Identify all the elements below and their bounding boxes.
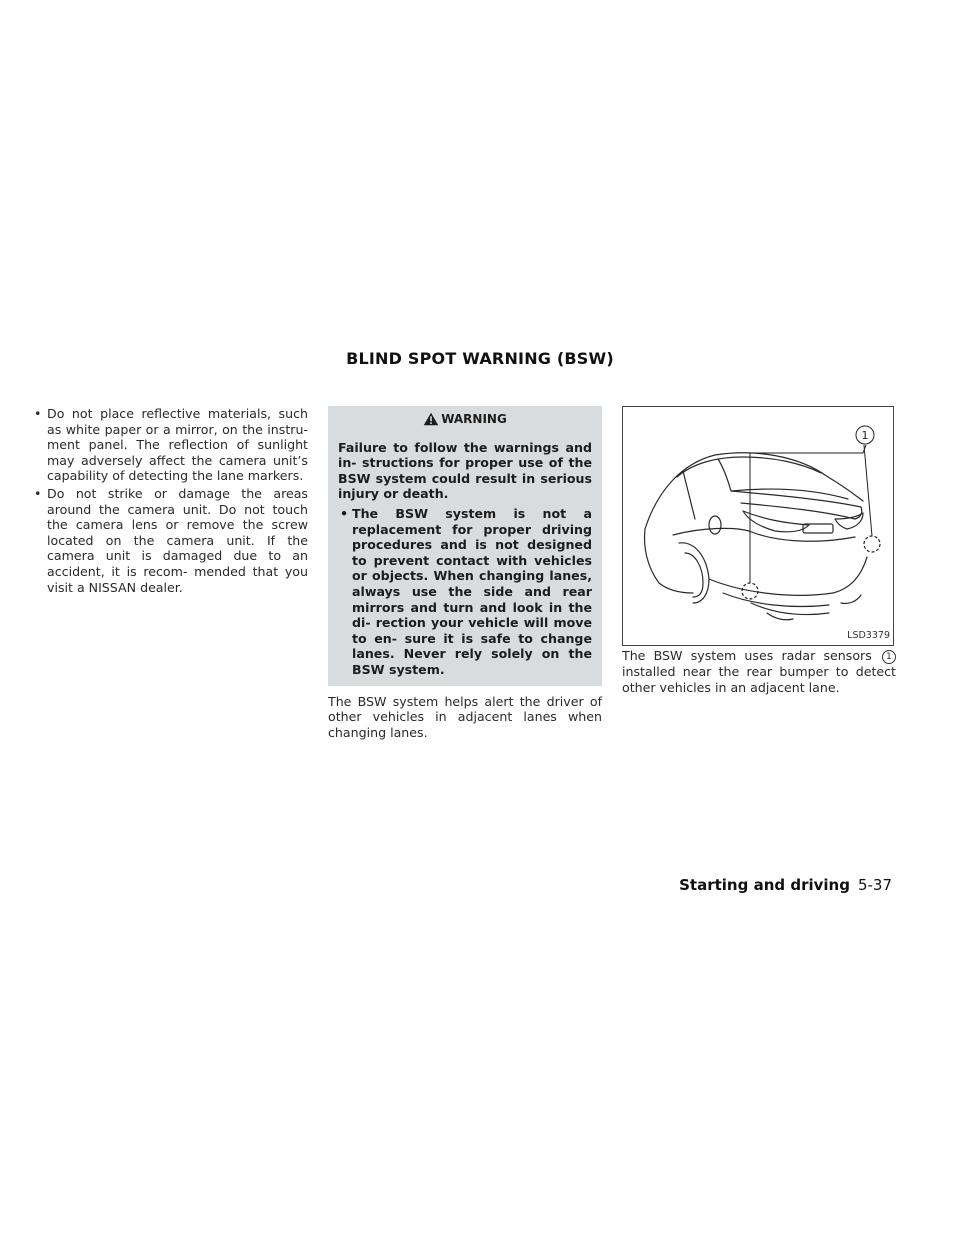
left-column bbox=[30, 406, 308, 597]
car-rear-illustration bbox=[623, 407, 895, 647]
warning-list bbox=[338, 506, 592, 678]
callout-marker: 1 bbox=[882, 650, 896, 664]
bsw-sensor-figure bbox=[622, 406, 894, 646]
list-item: • Do not strike or damage the areas around the camera unit. Do not touch the camera lens or remove the screw located on the camera unit. If the camera unit is damaged due to an accident, it is recom- mended that you visit a NISSAN dealer. bbox=[30, 486, 308, 595]
list-item: • Do not place reflective materials, such as white paper or a mirror, on the instru- ment panel. The reflection of sunlight may adversely affect the camera unit’s capability of detecting the lane markers. bbox=[30, 406, 308, 484]
caution-list bbox=[30, 406, 308, 595]
page-number: 5-37 bbox=[857, 876, 892, 894]
warning-intro: Failure to follow the warnings and in- structions for proper use of the BSW system could result in serious injury or death. bbox=[338, 439, 592, 502]
sensor-text-start: The BSW system uses radar sensors bbox=[622, 648, 872, 663]
section-title: BLIND SPOT WARNING (BSW) bbox=[346, 349, 614, 368]
right-column bbox=[622, 406, 896, 695]
warning-box bbox=[328, 406, 602, 686]
figure-code: LSD3379 bbox=[847, 630, 890, 642]
warning-triangle-icon bbox=[423, 412, 439, 431]
callout-number: 1 bbox=[861, 429, 869, 442]
page-footer bbox=[679, 876, 892, 894]
warning-label: WARNING bbox=[441, 412, 507, 426]
bsw-description: The BSW system helps alert the driver of other vehicles in adjacent lanes when changing lanes. bbox=[328, 693, 602, 740]
sensor-description bbox=[622, 648, 896, 695]
middle-column bbox=[328, 406, 602, 740]
warning-heading bbox=[338, 412, 592, 431]
warning-list-item: • The BSW system is not a replacement for proper driving procedures and is not designed to prevent contact with vehicles or objects. When changing lanes, always use the side and rear mirrors and turn and look in the di- rection your vehicle will move to en- sure it is safe to change lanes. Never rely solely on the BSW system. bbox=[338, 506, 592, 678]
footer-section: Starting and driving bbox=[679, 876, 850, 894]
sensor-text-end: installed near the rear bumper to detect other vehicles in an adjacent lane. bbox=[622, 664, 896, 695]
